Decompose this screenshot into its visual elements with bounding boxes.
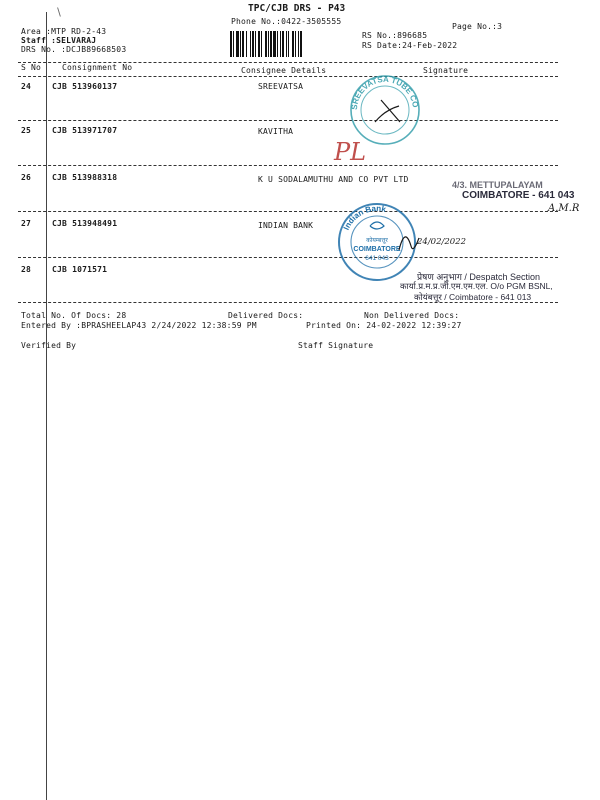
metupalayam-stamp-line2: COIMBATORE - 641 043 [462, 190, 575, 201]
column-header-consignee: Consignee Details [241, 66, 327, 75]
svg-text:SREEVATSA TUBE CO: SREEVATSA TUBE CO [349, 74, 420, 111]
barcode-bar [265, 31, 267, 57]
row-sno: 28 [21, 265, 32, 274]
row-divider [18, 211, 558, 212]
despatch-stamp-line1: प्रेषण अनुभाग / Despatch Section [417, 272, 540, 282]
barcode-bar [277, 31, 278, 57]
row-consignee: K U SODALAMUTHU AND CO PVT LTD [258, 175, 409, 184]
barcode-bar [250, 31, 251, 57]
barcode-bar [258, 31, 260, 57]
barcode-bar [273, 31, 276, 57]
row-divider [18, 165, 558, 166]
page-number: Page No.:3 [452, 22, 503, 31]
row-divider [18, 257, 558, 258]
row-sno: 26 [21, 173, 32, 182]
staff-field: Staff :SELVARAJ [21, 36, 97, 45]
barcode-bar [246, 31, 247, 57]
barcode-bar [295, 31, 296, 57]
staff-signature: Staff Signature [298, 341, 374, 350]
rs-number: RS No.:896685 [362, 31, 428, 40]
row-sno: 27 [21, 219, 32, 228]
despatch-stamp-line3: कोयंबत्तूर / Coimbatore - 641 013 [414, 292, 532, 302]
barcode-bar [288, 31, 289, 57]
barcode-bar [300, 31, 302, 57]
svg-text:Indian Bank: Indian Bank [341, 203, 387, 232]
printed-on: Printed On: 24-02-2022 12:39:27 [306, 321, 462, 330]
barcode-bar [230, 31, 232, 57]
svg-text:641 043: 641 043 [365, 255, 389, 262]
barcode-bar [268, 31, 269, 57]
drs-number: DRS No. :DCJB89668503 [21, 45, 127, 54]
phone-number: Phone No.:0422-3505555 [231, 17, 342, 26]
corner-mark: ∖ [55, 6, 63, 19]
row-sno: 24 [21, 82, 32, 91]
barcode-bar [286, 31, 287, 57]
row-consignee: KAVITHA [258, 127, 294, 136]
row-consignee: SREEVATSA [258, 82, 304, 91]
total-docs: Total No. Of Docs: 28 [21, 311, 127, 320]
row-consignment-no: CJB 513971707 [52, 126, 118, 135]
handwritten-pl-mark [332, 134, 382, 170]
area-field: Area :MTP RD-2-43 [21, 27, 107, 36]
metupalayam-stamp-line1: 4/3. METTUPALAYAM [452, 180, 543, 190]
column-header-sno: S No [21, 63, 42, 72]
verified-by: Verified By [21, 341, 77, 350]
row-consignment-no: CJB 1071571 [52, 265, 108, 274]
page-margin-line [46, 12, 47, 800]
handwritten-initials: A.M.R [548, 203, 580, 214]
barcode-bar [282, 31, 284, 57]
barcode-bar [292, 31, 294, 57]
barcode-bar [252, 31, 254, 57]
row-divider [18, 120, 558, 121]
column-header-consignment: Consignment No [62, 63, 133, 72]
delivered-docs: Delivered Docs: [228, 311, 304, 320]
svg-text:कोयम्बत्तूर: कोयम्बत्तूर [366, 237, 388, 244]
row-consignment-no: CJB 513948491 [52, 219, 118, 228]
barcode [230, 31, 354, 57]
barcode-bar [255, 31, 256, 57]
svg-text:PL: PL [334, 138, 367, 166]
row-sno: 25 [21, 126, 32, 135]
page-title: TPC/CJB DRS - P43 [248, 3, 346, 14]
non-delivered-docs: Non Delivered Docs: [364, 311, 460, 320]
barcode-bar [242, 31, 244, 57]
svg-text:COIMBATORE: COIMBATORE [353, 246, 401, 253]
entered-by: Entered By :BPRASHEELAP43 2/24/2022 12:38:59 PM [21, 321, 257, 330]
despatch-stamp-line2: कार्या.प्र.म.प्र.जी.एम.एम.एल. O/o PGM BSNL, [400, 281, 553, 291]
barcode-bar [233, 31, 234, 57]
row-consignment-no: CJB 513988318 [52, 173, 118, 182]
rs-date: RS Date:24-Feb-2022 [362, 41, 458, 50]
row-consignee: INDIAN BANK [258, 221, 314, 230]
column-header-signature: Signature [423, 66, 469, 75]
barcode-bar [298, 31, 299, 57]
barcode-bar [280, 31, 281, 57]
row-consignment-no: CJB 513960137 [52, 82, 118, 91]
bank-signature-scribble [395, 220, 475, 260]
header-rule-bottom [18, 76, 558, 77]
barcode-bar [261, 31, 262, 57]
barcode-bar [236, 31, 239, 57]
barcode-bar [240, 31, 241, 57]
svg-text:24/02/2022: 24/02/2022 [417, 237, 466, 247]
barcode-bar [270, 31, 272, 57]
